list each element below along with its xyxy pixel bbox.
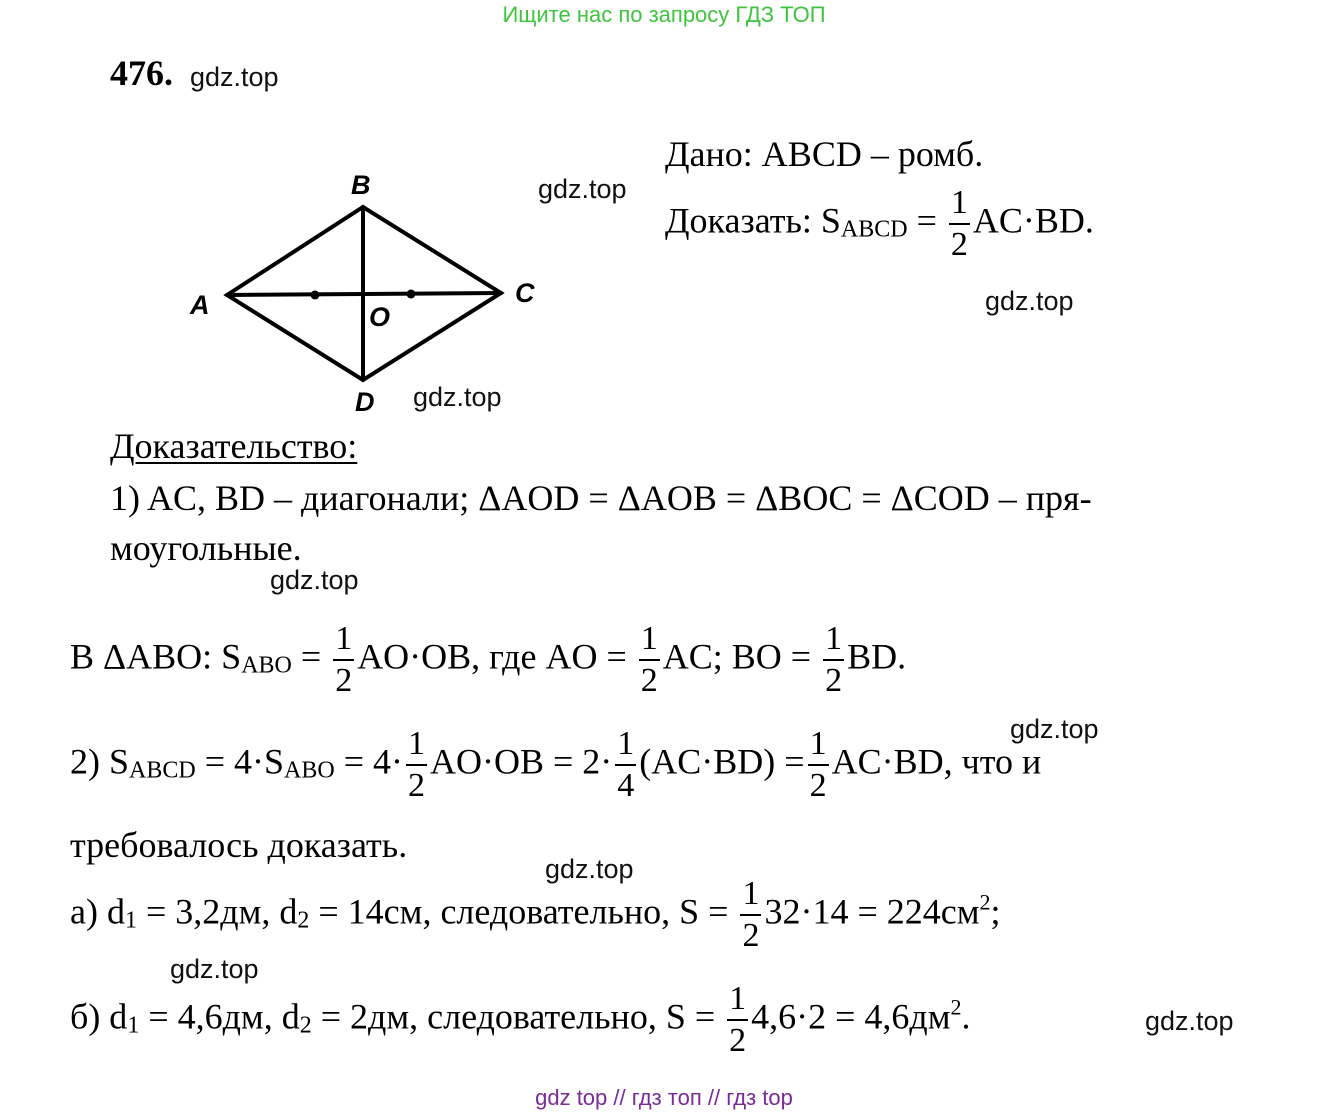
center-label-o: O bbox=[369, 302, 391, 332]
watermark: gdz.top bbox=[545, 854, 634, 884]
problem-number: 476. bbox=[110, 53, 173, 93]
prove-equals: = bbox=[916, 200, 937, 241]
prove-subscript: ABCD bbox=[840, 216, 908, 243]
fraction: $\frac{1}{2}$ bbox=[809, 725, 827, 804]
fraction: $\frac{1}{2}$ bbox=[335, 620, 353, 699]
watermark: gdz.top bbox=[1010, 714, 1099, 744]
step1-line1: 1) AC, BD – диагонали; ΔAOD = ΔAOB = ΔBOC = ΔCOD – пря- bbox=[110, 478, 1092, 518]
prove-rest: AC·BD. bbox=[972, 200, 1094, 241]
vertex-label-c: C bbox=[515, 278, 535, 308]
vertex-label-a: A bbox=[190, 290, 210, 320]
fraction: $\frac{1}{2}$ bbox=[825, 620, 843, 699]
watermark: gdz.top bbox=[985, 286, 1074, 316]
site-banner: Ищите нас по запросу ГДЗ ТОП bbox=[502, 2, 826, 27]
site-footer: gdz top // гдз топ // гдз top bbox=[535, 1085, 793, 1110]
fraction: $\frac{1}{2}$ bbox=[729, 980, 747, 1059]
vertex-label-d: D bbox=[355, 387, 375, 417]
watermark: gdz.top bbox=[538, 174, 627, 204]
fraction: $\frac{1}{2}$ bbox=[742, 875, 760, 954]
watermark: gdz.top bbox=[270, 565, 359, 595]
fraction: $\frac{1}{2}$ bbox=[640, 620, 658, 699]
step2-line2: требовалось доказать. bbox=[70, 825, 408, 865]
watermark: gdz.top bbox=[1145, 1006, 1234, 1036]
prove-statement bbox=[665, 186, 1094, 262]
part-b-line: б) $d_1 = 4,6дм$, $d_2 = 2дм$, следовательно, S = $\frac{1}{2}$ $4,6\cdot 2 = 4,6дм^2$. bbox=[70, 980, 971, 1059]
watermark: gdz.top bbox=[170, 954, 259, 984]
prove-prefix: Доказать: S bbox=[665, 200, 841, 241]
abo-area-line: В ΔABO: $S_{ABO}$ = $\frac{1}{2}$ AO·OB, где AO = $\frac{1}{2}$ AC; BO = $\frac{1}{2}$ BD. bbox=[70, 620, 907, 699]
watermark: gdz.top bbox=[413, 382, 502, 412]
tick-mark bbox=[311, 291, 320, 300]
watermark: gdz.top bbox=[190, 62, 279, 92]
proof-title: Доказательство: bbox=[110, 426, 358, 466]
fraction: $\frac{1}{4}$ bbox=[617, 725, 635, 804]
step2-line1: 2) $S_{ABCD} = 4\cdot S_{ABO} = 4\cdot$ $\frac{1}{2}$ AO·OB = 2· $\frac{1}{4}$ (AC·BD) = $\frac{1}{2}$ AC·BD, что и bbox=[70, 725, 1042, 804]
tick-mark bbox=[407, 290, 416, 299]
vertex-label-b: B bbox=[351, 170, 371, 200]
fraction: $\frac{1}{2}$ bbox=[950, 184, 968, 263]
step1-line2: моугольные. bbox=[110, 528, 302, 568]
part-a-line: а) $d_1 = 3,2дм$, $d_2 = 14см$, следовательно, S = $\frac{1}{2}$ $32\cdot 14 = 224см^2$; bbox=[70, 875, 1001, 954]
fraction: $\frac{1}{2}$ bbox=[407, 725, 425, 804]
given-statement: Дано: ABCD – ромб. bbox=[665, 134, 984, 174]
